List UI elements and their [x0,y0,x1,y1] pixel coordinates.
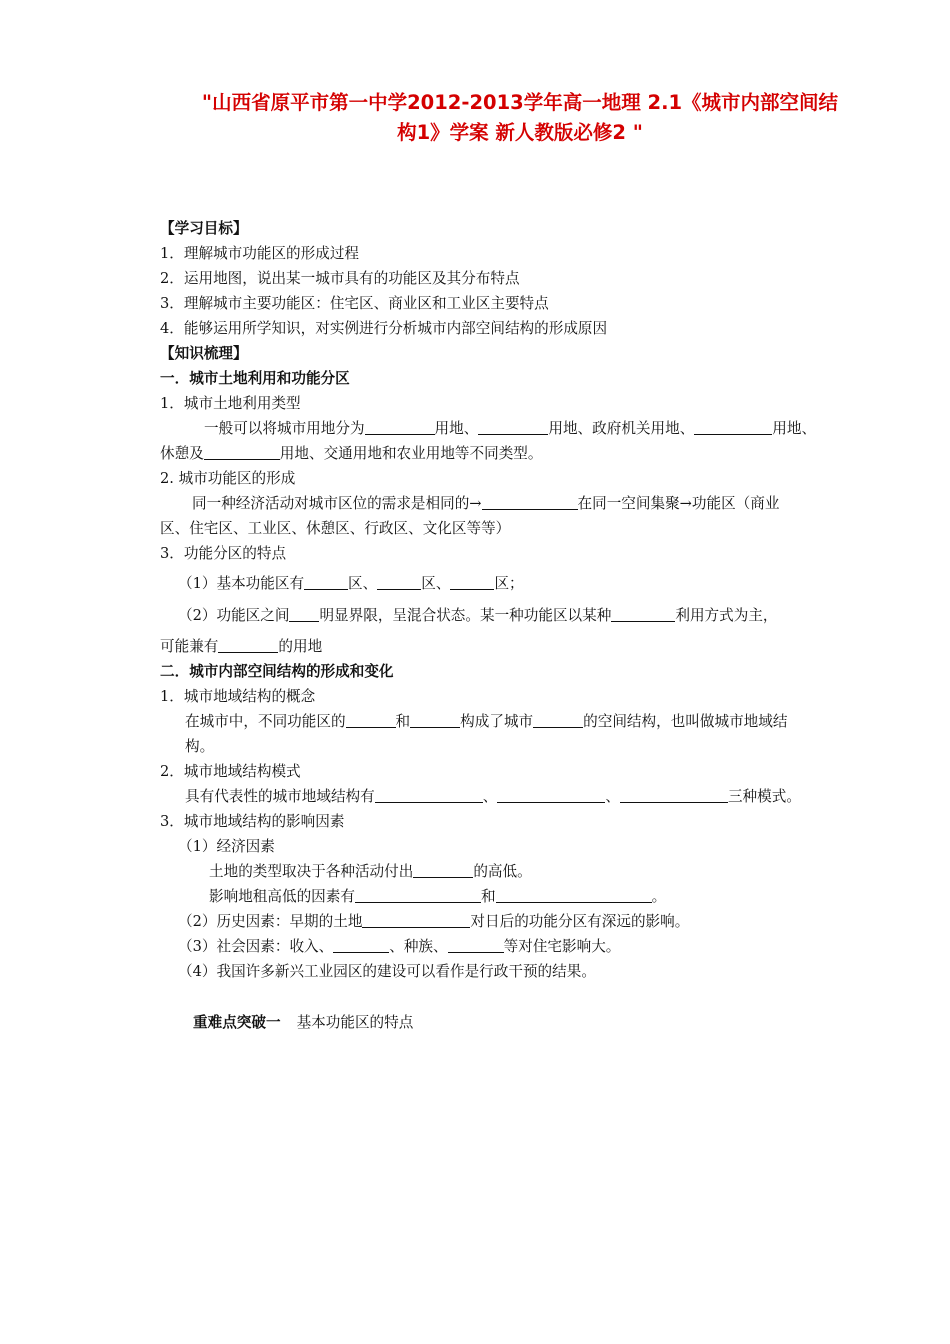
answer-blank[interactable] [533,712,583,728]
fill-line: （1）基本功能区有 区、 区、 区； [178,575,524,592]
subsection-title: 3．功能分区的特点 [160,545,287,562]
answer-blank[interactable] [620,787,728,803]
fill-line: 影响地租高低的因素有 和 。 [209,888,667,905]
text-line: 区、住宅区、工业区、休憩区、行政区、文化区等等） [160,520,511,537]
subsection-title: 3．城市地域结构的影响因素 [160,813,345,830]
fill-line: （2）功能区之间 明显界限，呈混合状态。某一种功能区以某种 利用方式为主， [178,607,778,624]
answer-blank[interactable] [377,574,421,590]
goal-item: 2．运用地图，说出某一城市具有的功能区及其分布特点 [160,270,520,287]
answer-blank[interactable] [496,887,652,903]
answer-blank[interactable] [375,787,483,803]
subsection-title: 2．城市地域结构模式 [160,763,301,780]
fill-line: 一般可以将城市用地分为 用地、 用地、政府机关用地、 用地、 [204,420,817,437]
answer-blank[interactable] [304,574,348,590]
answer-blank[interactable] [289,606,319,622]
subsection-title: 1．城市土地利用类型 [160,395,301,412]
subsection-title: 1．城市地域结构的概念 [160,688,316,705]
fill-line: （2）历史因素：早期的土地 对日后的功能分区有深远的影响。 [178,913,690,930]
fill-line: 可能兼有 的用地 [160,638,323,655]
answer-blank[interactable] [204,444,280,460]
answer-blank[interactable] [218,637,278,653]
goal-item: 4．能够运用所学知识，对实例进行分析城市内部空间结构的形成原因 [160,320,608,337]
text-line: 构。 [185,738,215,755]
knowledge-heading: 【知识梳理】 [160,345,248,362]
answer-blank[interactable] [410,712,460,728]
document-title [150,88,890,148]
title-line-2: 构1》学案 新人教版必修2 " [397,121,643,144]
answer-blank[interactable] [478,419,548,435]
answer-blank[interactable] [333,937,389,953]
goal-item: 1．理解城市功能区的形成过程 [160,245,360,262]
section-1-heading: 一．城市土地利用和功能分区 [160,370,350,387]
answer-blank[interactable] [497,787,605,803]
fill-line: 在城市中，不同功能区的 和 构成了城市 的空间结构，也叫做城市地域结 [185,713,788,730]
answer-blank[interactable] [611,606,675,622]
answer-blank[interactable] [355,887,481,903]
breakthrough-topic: 基本功能区的特点 [296,1014,414,1031]
fill-line: 休憩及 用地、交通用地和农业用地等不同类型。 [160,445,543,462]
fill-line: 具有代表性的城市地域结构有 、 、 三种模式。 [185,788,801,805]
text-line: （4）我国许多新兴工业园区的建设可以看作是行政干预的结果。 [178,963,596,980]
answer-blank[interactable] [450,574,494,590]
answer-blank[interactable] [362,912,470,928]
answer-blank[interactable] [413,862,473,878]
subsection-title: 2. 城市功能区的形成 [160,470,296,487]
fill-line: （3）社会因素：收入、 、种族、 等对住宅影响大。 [178,938,621,955]
breakthrough-label: 重难点突破一 [193,1014,281,1031]
section-2-heading: 二．城市内部空间结构的形成和变化 [160,663,394,680]
fill-line: 同一种经济活动对城市区位的需求是相同的→ 在同一空间集聚→功能区（商业 [192,495,780,512]
answer-blank[interactable] [346,712,396,728]
goals-heading: 【学习目标】 [160,220,248,237]
answer-blank[interactable] [365,419,435,435]
answer-blank[interactable] [482,494,578,510]
goal-item: 3．理解城市主要功能区：住宅区、商业区和工业区主要特点 [160,295,549,312]
fill-line: 土地的类型取决于各种活动付出 的高低。 [209,863,532,880]
answer-blank[interactable] [694,419,772,435]
factor-heading: （1）经济因素 [178,838,275,855]
breakthrough-line [193,1013,413,1033]
title-line-1: "山西省原平市第一中学2012-2013学年高一地理 2.1《城市内部空间结 [201,91,839,114]
answer-blank[interactable] [448,937,504,953]
